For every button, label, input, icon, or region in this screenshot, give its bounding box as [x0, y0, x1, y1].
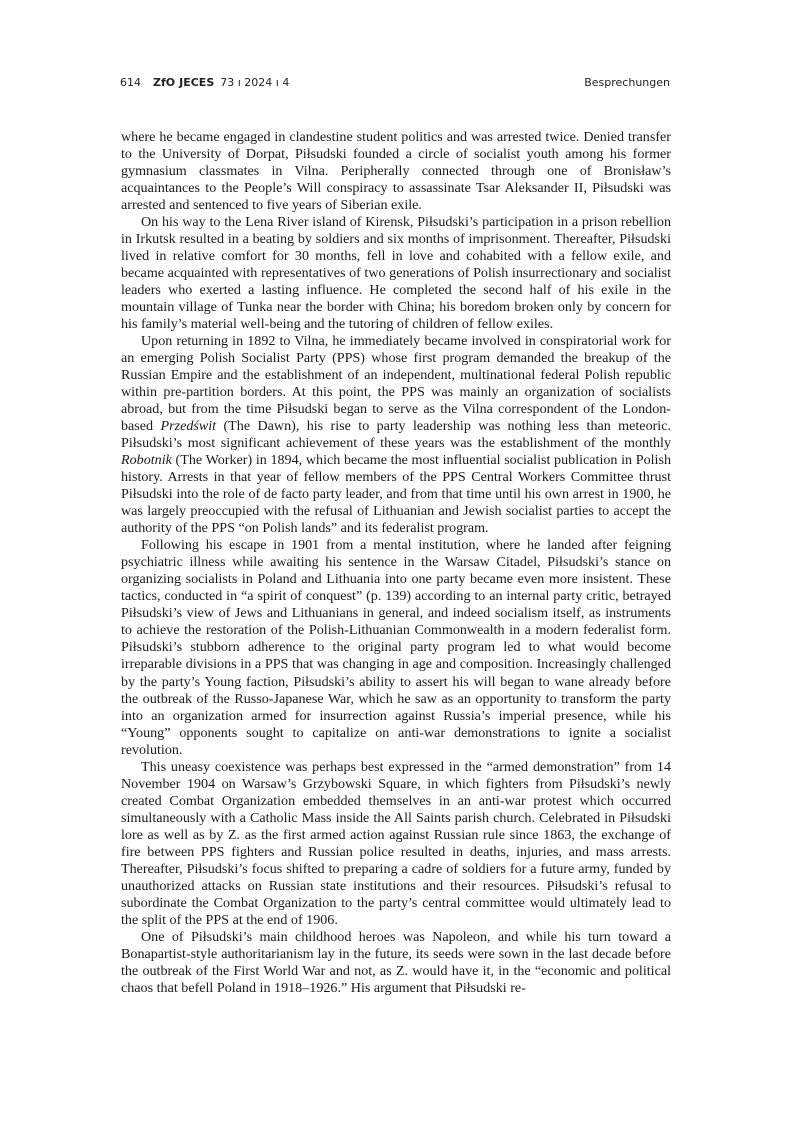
- paragraph-3-part-2: (The Dawn), his rise to party leadership was nothing less than meteoric. Piłsudski’s most significant achievement of these years was the establishment of the monthly: [121, 418, 672, 452]
- paragraph-1: where he became engaged in clandestine student politics and was arrested twice. Denied transfer to the University of Dorpat, Piłsudski founded a circle of socialist youth among his former gymnasium classmates in Vilna. Peripherally connected through one of Bronisław’s acquaintances to the People’s Will conspiracy to assassinate Tsar Aleksander II, Piłsudski was arrested and sentenced to five years of Siberian exile.: [121, 129, 671, 214]
- paragraph-5: This uneasy coexistence was perhaps best expressed in the “armed demonstration” from 14 November 1904 on Warsaw’s Grzybowski Square, in which fighters from Piłsudski’s newly created Combat Organization embedded themselves in an anti-war protest which occurred simultaneously with a Catholic Mass inside the All Saints parish church. Celebrated in Piłsudski lore as well as by Z. as the first armed action against Russian rule since 1863, the exchange of fire between PPS fighters and Russian police resulted in deaths, injuries, and mass arrests. Thereafter, Piłsudski’s focus shifted to preparing a cadre of soldiers for a future army, funded by unauthorized attacks on Russian state institutions and their resources. Piłsudski’s refusal to subordinate the Combat Organization to the party’s central committee would ultimately lead to the split of the PPS at the end of 1906.: [121, 758, 671, 928]
- paragraph-3-part-1: Upon returning in 1892 to Vilna, he immediately became involved in conspiratorial work for an emerging Polish Socialist Party (PPS) whose first program demanded the breakup of the Russian Empire and the establishment of an independent, multinational federal Polish republic within pre-partition borders. At this point, the PPS was mainly an organization of socialists abroad, but from the time Piłsudski began to serve as the Vilna correspondent of the London-based: [121, 333, 671, 435]
- header-left: [120, 76, 289, 89]
- paragraph-3-part-3: (The Worker) in 1894, which became the most influential socialist publication in Polish history. Arrests in that year of fellow members of the PPS Central Workers Committee thrust Piłsudski into the role of de facto party leader, and from that time until his own arrest in 1900, he was largely preoccupied with the refusal of Lithuanian and Jewish socialist parties to accept the authority of the PPS “on Polish lands” and its federalist program.: [121, 452, 671, 537]
- paragraph-4: Following his escape in 1901 from a mental institution, where he landed after feigning psychiatric illness while awaiting his sentence in the Warsaw Citadel, Piłsudski’s stance on organizing socialists in Poland and Lithuania into one party became even more insistent. These tactics, conducted in “a spirit of conquest” (p. 139) according to an internal party critic, betrayed Piłsudski’s view of Jews and Lithuanians in general, and indeed socialism itself, as instruments to achieve the restoration of the Polish-Lithuanian Commonwealth in a modern federalist form. Piłsudski’s stubborn adherence to the original party program led to what would become irreparable divisions in a PPS that was changing in age and composition. Increasingly challenged by the party’s Young faction, Piłsudski’s ability to assert his will began to wane already before the outbreak of the Russo-Japanese War, which he saw as an opportunity to transform the party into an organization armed for insurrection against Russia’s imperial presence, while his “Young” opponents sought to capitalize on anti-war demonstrations to ignite a socialist revolution.: [121, 537, 671, 758]
- paragraph-3: [121, 333, 671, 537]
- article-body: [121, 129, 671, 997]
- journal-title: ZfO: [153, 76, 176, 89]
- section-title: Besprechungen: [584, 76, 670, 89]
- title-przedswit: Przedświt: [160, 418, 217, 435]
- paragraph-2: On his way to the Lena River island of Kirensk, Piłsudski’s participation in a prison rebellion in Irkutsk resulted in a beating by soldiers and six months of imprisonment. Thereafter, Piłsudski lived in relative comfort for 30 months, fell in love and cohabited with a fellow exile, and became acquainted with representatives of two generations of Polish insurrectionary and socialist leaders who exerted a lasting influence. He completed the second half of his exile in the mountain village of Tunka near the border with China; his boredom broken only by concern for his family’s material well-being and the tutoring of children of fellow exiles.: [121, 214, 671, 333]
- journal-issue: 73 ı 2024 ı 4: [220, 76, 290, 89]
- journal-acronym: JECES: [179, 76, 215, 89]
- page-number: 614: [120, 76, 141, 89]
- paragraph-6: One of Piłsudski’s main childhood heroes was Napoleon, and while his turn toward a Bonapartist-style authoritarianism lay in the future, its seeds were sown in the last decade before the outbreak of the First World War and not, as Z. would have it, in the “economic and political chaos that befell Poland in 1918–1926.” His argument that Piłsudski re-: [121, 928, 671, 996]
- title-robotnik: Robotnik: [121, 452, 172, 469]
- running-header: [120, 76, 670, 92]
